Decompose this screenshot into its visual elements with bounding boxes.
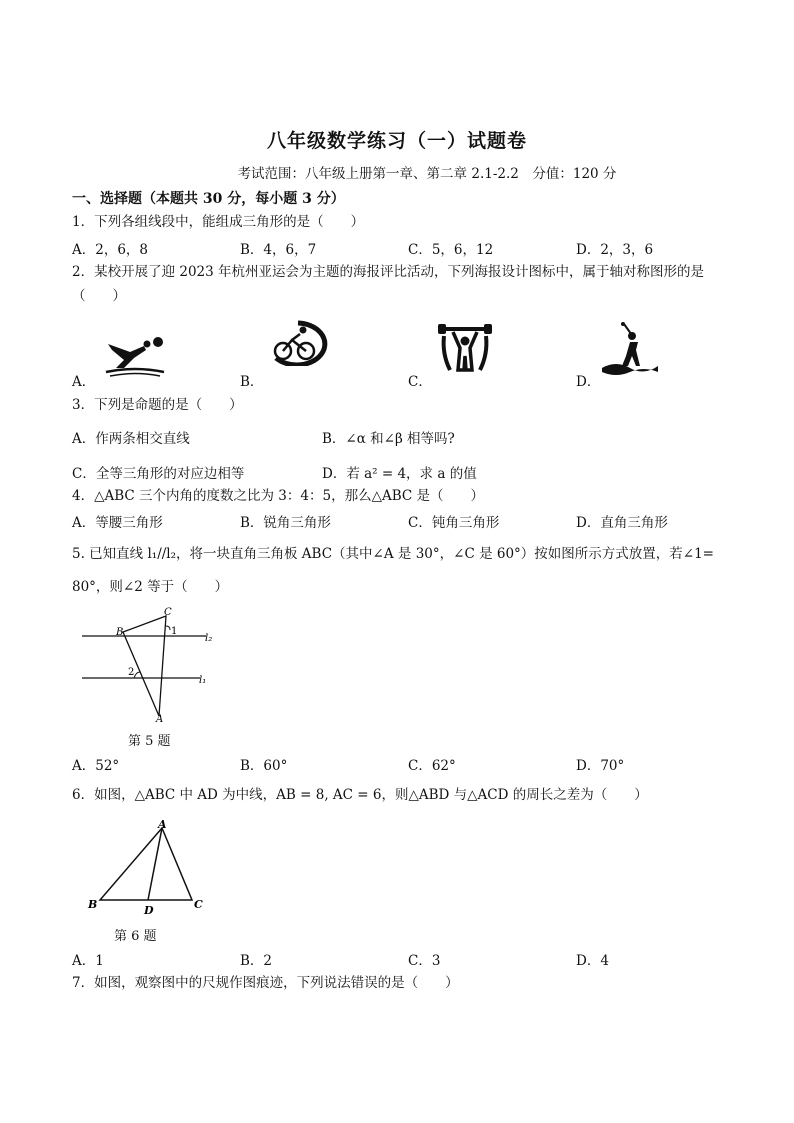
question-2-option-a: A． <box>72 374 96 390</box>
question-3-option-c: C．全等三角形的对应边相等 <box>72 466 245 482</box>
question-5-option-c: C．62° <box>408 758 456 774</box>
question-6-figure <box>86 820 216 920</box>
figure6-label-b: B <box>88 898 98 911</box>
question-6-stem: 6．如图，△ABC 中 AD 为中线，AB = 8, AC = 6，则△ABD 与△ACD 的周长之差为（ ） <box>72 787 648 803</box>
question-7-stem: 7．如图，观察图中的尺规作图痕迹，下列说法错误的是（ ） <box>72 975 459 991</box>
question-6-option-d: D．4 <box>576 953 609 969</box>
figure5-label-angle2: 2 <box>128 667 135 678</box>
question-3-option-b: B．∠α 和∠β 相等吗? <box>322 431 455 447</box>
question-5-stem-line2: 80°，则∠2 等于（ ） <box>72 579 229 595</box>
question-1-stem: 1．下列各组线段中，能组成三角形的是（ ） <box>72 214 365 230</box>
section-heading-choice: 一、选择题（本题共 30 分，每小题 3 分） <box>72 191 345 207</box>
cyclist-icon <box>266 320 332 366</box>
figure6-label-a: A <box>158 820 167 831</box>
question-1-option-b: B．4，6，7 <box>240 242 317 258</box>
weightlifter-icon <box>438 324 492 374</box>
figure5-label-b: B <box>116 627 124 638</box>
question-4-stem: 4．△ABC 三个内角的度数之比为 3：4：5，那么△ABC 是（ ） <box>72 488 484 504</box>
page-title: 八年级数学练习（一）试题卷 <box>266 130 527 152</box>
exam-scope: 考试范围：八年级上册第一章、第二章 2.1-2.2 分值：120 分 <box>237 166 617 182</box>
question-3-option-a: A．作两条相交直线 <box>72 431 190 447</box>
figure5-label-a: A <box>156 714 164 722</box>
volleyball-player-icon <box>100 322 170 380</box>
question-5-caption: 第 5 题 <box>128 734 171 749</box>
question-4-option-a: A．等腰三角形 <box>72 515 163 531</box>
question-1-option-d: D．2，3，6 <box>576 242 654 258</box>
question-5-stem-line1: 5. 已知直线 l₁//l₂，将一块直角三角板 ABC（其中∠A 是 30°，∠C 是 60°）按如图所示方式放置，若∠1= <box>72 546 714 562</box>
figure5-label-angle1: 1 <box>171 626 178 637</box>
figure6-label-d: D <box>144 904 154 917</box>
question-3-option-d: D．若 a² = 4，求 a 的值 <box>322 466 477 482</box>
question-4-option-b: B．锐角三角形 <box>240 515 331 531</box>
figure6-label-c: C <box>194 898 203 911</box>
figure5-label-l2: l₂ <box>205 633 213 644</box>
question-5-option-b: B．60° <box>240 758 288 774</box>
question-6-caption: 第 6 题 <box>114 929 157 944</box>
question-3-stem: 3．下列是命题的是（ ） <box>72 397 243 413</box>
question-5-figure <box>80 604 230 722</box>
question-6-option-b: B．2 <box>240 953 273 969</box>
question-1-option-a: A．2，6，8 <box>72 242 149 258</box>
question-2-option-c: C． <box>408 374 432 390</box>
question-4-option-d: D．直角三角形 <box>576 515 668 531</box>
question-2-option-b: B． <box>240 374 264 390</box>
question-5-option-d: D．70° <box>576 758 625 774</box>
question-1-option-c: C．5，6，12 <box>408 242 494 258</box>
question-2-stem-line2: （ ） <box>72 288 126 304</box>
figure5-label-c: C <box>164 607 172 618</box>
golfer-icon <box>600 320 660 376</box>
question-6-option-a: A．1 <box>72 953 104 969</box>
question-2-option-d: D． <box>576 374 601 390</box>
question-4-option-c: C．钝角三角形 <box>408 515 500 531</box>
question-5-option-a: A．52° <box>72 758 120 774</box>
question-6-option-c: C．3 <box>408 953 441 969</box>
figure5-label-l1: l₁ <box>199 675 207 686</box>
question-2-stem-line1: 2．某校开展了迎 2023 年杭州亚运会为主题的海报评比活动，下列海报设计图标中，属于轴对称图形的是 <box>72 264 705 280</box>
